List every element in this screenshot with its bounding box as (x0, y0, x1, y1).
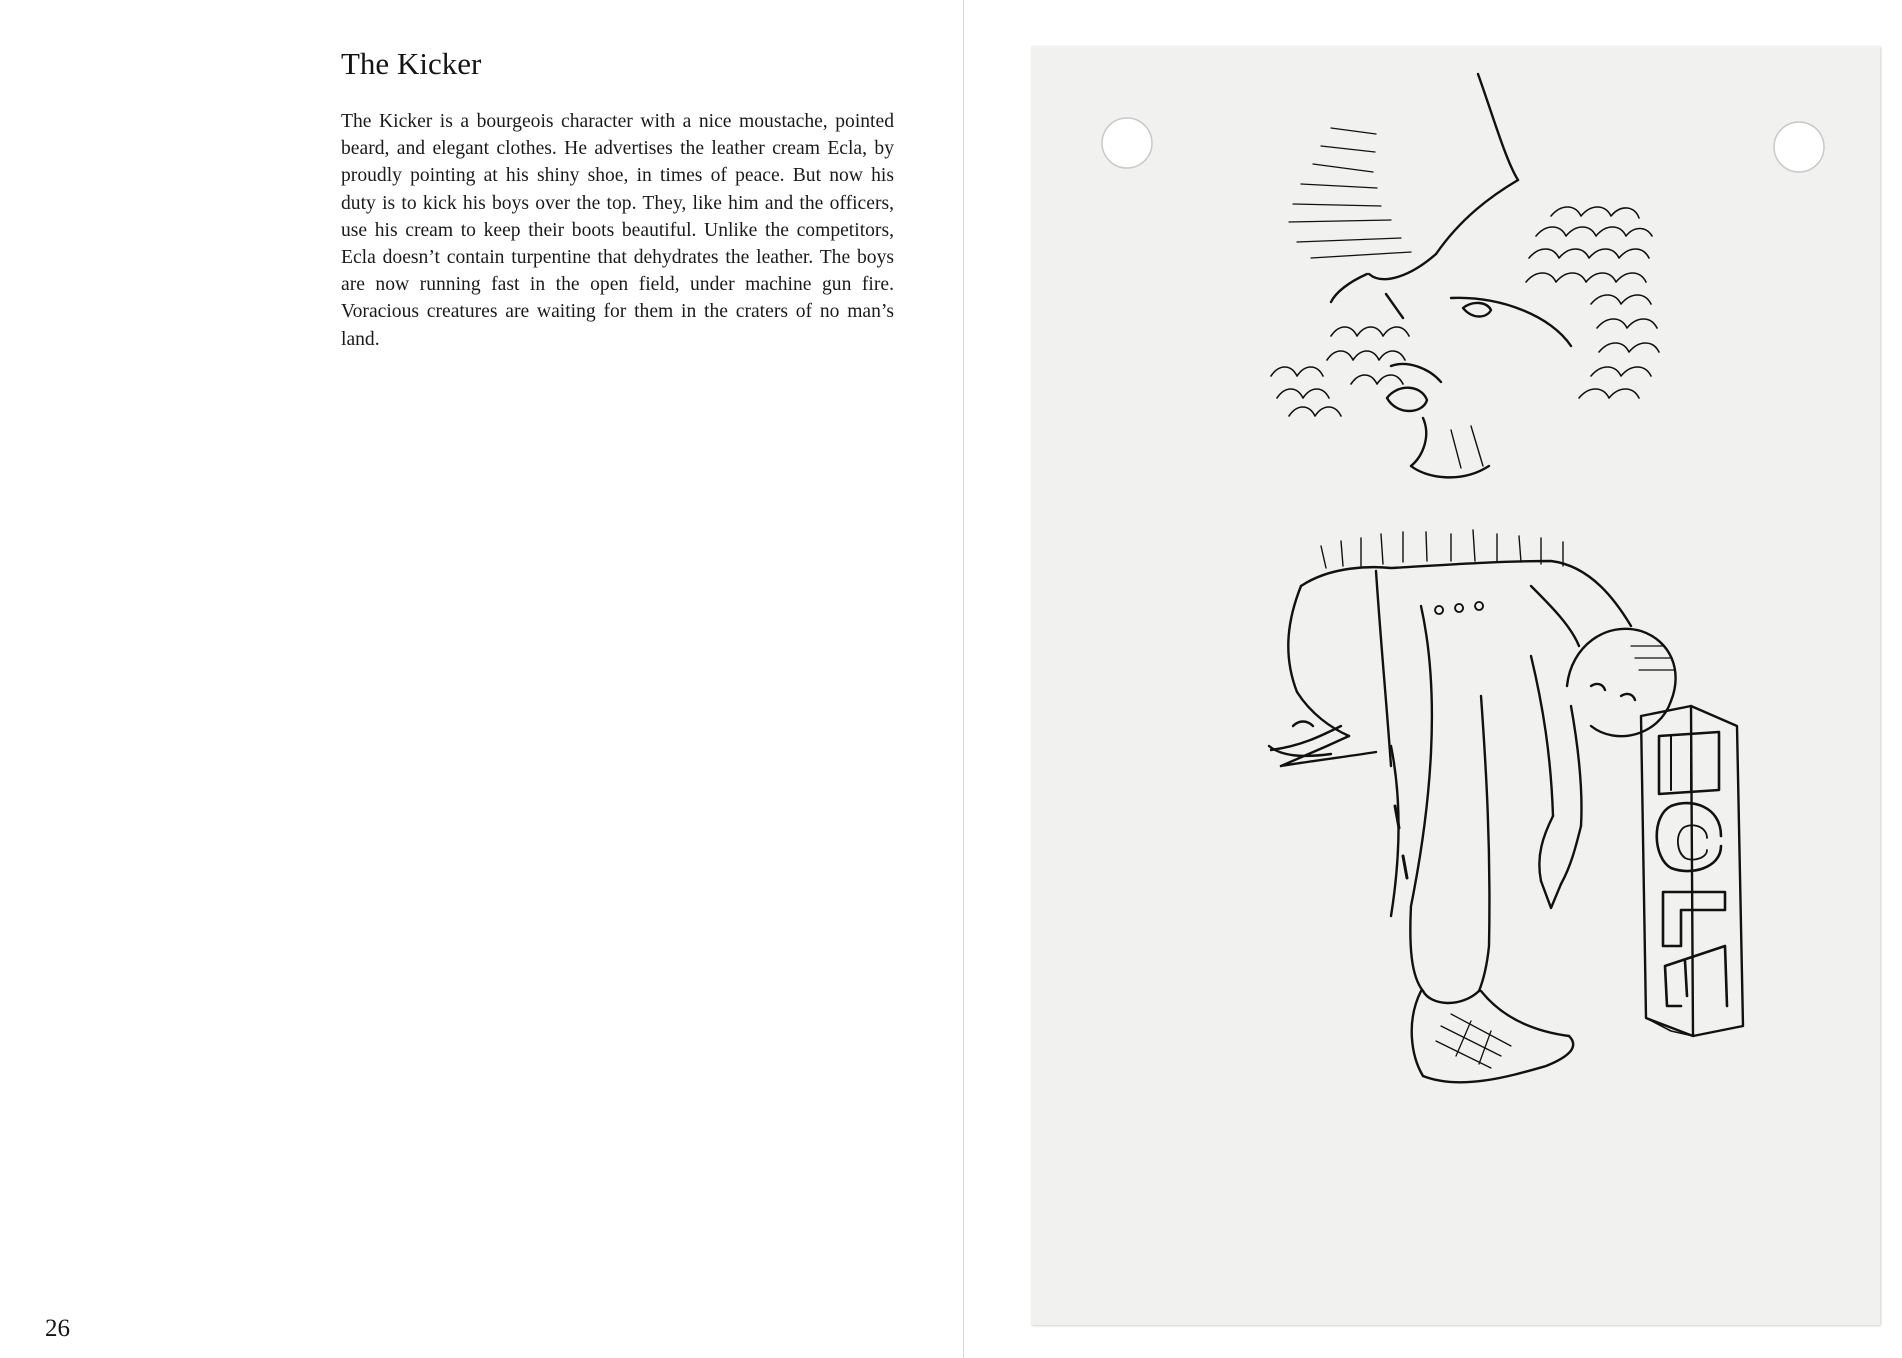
page-title: The Kicker (341, 46, 482, 81)
body-paragraph: The Kicker is a bourgeois character with a nice moustache, pointed beard, and elegant clothes. He advertises the leather cream Ecla, by proudly pointing at his shiny shoe, in times of peace. But now his duty is to kick his boys over the top. They, like him and the officers, use his cream to keep their boots beautiful. Unlike the competitors, Ecla doesn’t contain turpentine that dehydrates the leather. The boys are now running fast in the open field, under machine gun fire. Voracious creatures are waiting for them in the craters of no man’s land. (341, 111, 894, 350)
kicker-drawing (1031, 46, 1880, 1325)
punch-hole-right (1774, 122, 1824, 172)
shiny-shoe (1412, 991, 1573, 1082)
page-number: 26 (45, 1315, 70, 1342)
kicker-legs (1391, 606, 1489, 1003)
illustration-card (1031, 46, 1880, 1325)
pointing-arm (1531, 656, 1582, 908)
top-hat (1289, 74, 1518, 318)
punch-holes (1102, 118, 1824, 172)
soldier-boy (1567, 629, 1676, 736)
kicker-face (1387, 298, 1571, 477)
punch-hole-left (1102, 118, 1152, 168)
